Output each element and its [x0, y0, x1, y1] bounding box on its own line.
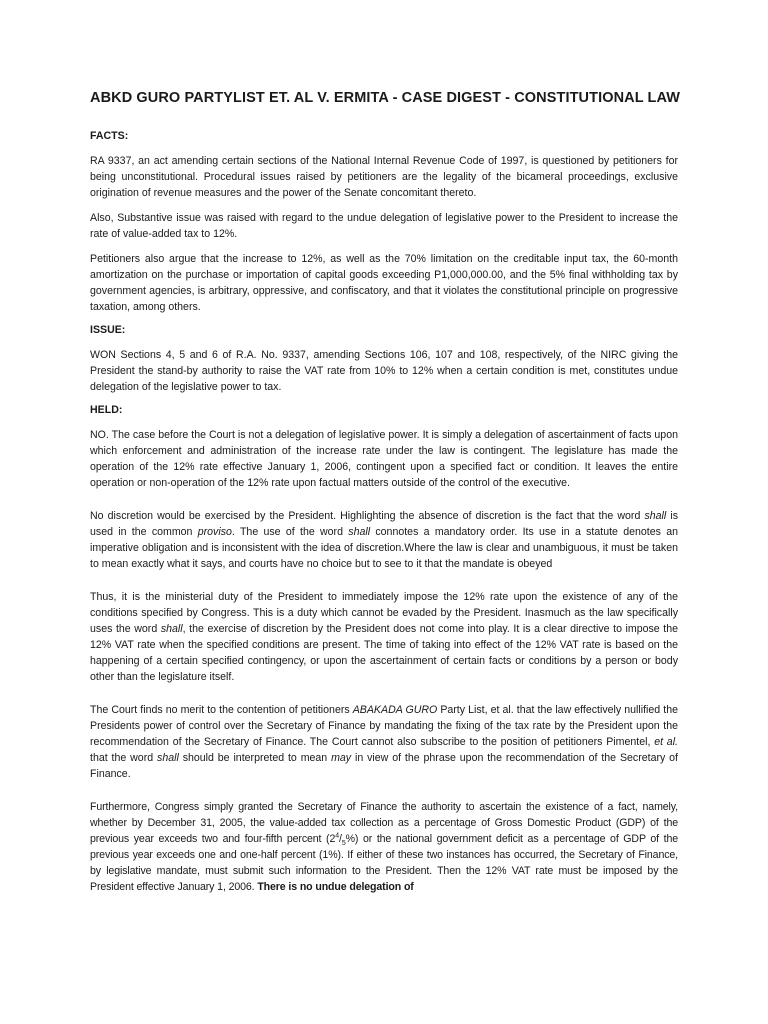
emphasis-may: may — [331, 752, 352, 764]
held-paragraph-3: Thus, it is the ministerial duty of the President to immediately impose the 12% rate upon the existence of any of the conditions specified by Congress. This is a duty which cannot be evaded by the President. Inasmuch as the law specifically uses the word shall, the exercise of discretion by the President does not come into play. It is a clear directive to impose the 12% VAT rate when the specified conditions are present. The time of taking into effect of the 12% VAT rate is based on the happening of a certain specified contingency, or upon the ascertainment of certain facts or conditions by a person or body other than the legislature itself. — [90, 591, 678, 683]
document-title: ABKD GURO PARTYLIST ET. AL V. ERMITA - CASE DIGEST - CONSTITUTIONAL LAW — [90, 90, 681, 106]
held-paragraph-4: The Court finds no merit to the contention of petitioners ABAKADA GURO Party List, et al. that the law effectively nullified the Presidents power of control over the Secretary of Finance by mandating the fixing of the tax rate by the President upon the recommendation of the Secretary of Finance. The Court cannot also subscribe to the position of petitioners Pimentel, et al. that the word shall should be interpreted to mean may in view of the phrase upon the recommendation of the Secretary of Finance. — [90, 704, 679, 780]
emphasis-et-al: et al. — [654, 736, 679, 748]
emphasis-shall: shall — [157, 752, 179, 764]
fraction-numerator: 4 — [335, 832, 339, 840]
fraction-denominator: 5 — [341, 840, 346, 848]
held-paragraph-2: No discretion would be exercised by the President. Highlighting the absence of discretion is the fact that the word shall is used in the common proviso. The use of the word shall connotes a mandatory order. Its use in a statute denotes an imperative obligation and is inconsistent with the idea of discretion.Where the law is clear and unambiguous, it must be taken to mean exactly what it says, and courts have no choice but to see to it that the mandate is obeyed — [90, 510, 679, 570]
emphasis-shall: shall — [348, 526, 371, 538]
held-heading: HELD: — [90, 404, 123, 416]
held-paragraph-1: NO. The case before the Court is not a delegation of legislative power. It is simply a delegation of ascertainment of facts upon which enforcement and administration of the increase rate under the law is contingent. The legislature has made the operation of the 12% rate effective January 1, 2006, contingent upon a specified fact or condition. It leaves the entire operation or non-operation of the 12% rate upon factual matters outside of the control of the executive. — [90, 429, 678, 489]
emphasis-proviso: proviso — [197, 526, 232, 538]
issue-paragraph: WON Sections 4, 5 and 6 of R.A. No. 9337, amending Sections 106, 107 and 108, respectively, of the NIRC giving the President the stand-by authority to raise the VAT rate from 10% to 12% when a certain condition is met, constitutes undue delegation of the legislative power to tax. — [90, 349, 678, 393]
facts-paragraph-2: Also, Substantive issue was raised with regard to the undue delegation of legislative power to the President to increase the rate of value-added tax to 12%. — [90, 212, 678, 240]
bold-conclusion: There is no undue delegation of — [257, 881, 414, 893]
emphasis-shall: shall — [160, 623, 183, 635]
facts-heading: FACTS: — [90, 130, 129, 142]
held-paragraph-5: Furthermore, Congress simply granted the Secretary of Finance the authority to ascertain the existence of a fact, namely, whether by December 31, 2005, the value-added tax collection as a percentage of Gross Domestic Product (GDP) of the previous year exceeds two and four-fifth percent $(2^4/_5\%)$ or the national government deficit as a percentage of GDP of the previous year exceeds one and one-half percent (1%). If either of these two instances has occurred, the Secretary of Finance, by legislative mandate, must submit such information to the President. Then the 12% VAT rate must be imposed by the President effective January 1, 2006. There is no undue delegation of — [90, 801, 678, 893]
emphasis-shall: shall — [644, 510, 667, 522]
emphasis-abakada-guro: ABAKADA GURO — [352, 704, 438, 716]
issue-heading: ISSUE: — [90, 324, 126, 336]
facts-paragraph-3: Petitioners also argue that the increase to 12%, as well as the 70% limitation on the creditable input tax, the 60-month amortization on the purchase or importation of capital goods exceeding P1,000,000.00, and the 5% final withholding tax by government agencies, is arbitrary, oppressive, and confiscatory, and that it violates the constitutional principle on progressive taxation, among others. — [90, 253, 678, 313]
facts-paragraph-1: RA 9337, an act amending certain sections of the National Internal Revenue Code of 1997, is questioned by petitioners for being unconstitutional. Procedural issues raised by petitioners are the legality of the bicameral proceedings, exclusive origination of revenue measures and the power of the Senate concomitant thereto. — [90, 155, 678, 199]
